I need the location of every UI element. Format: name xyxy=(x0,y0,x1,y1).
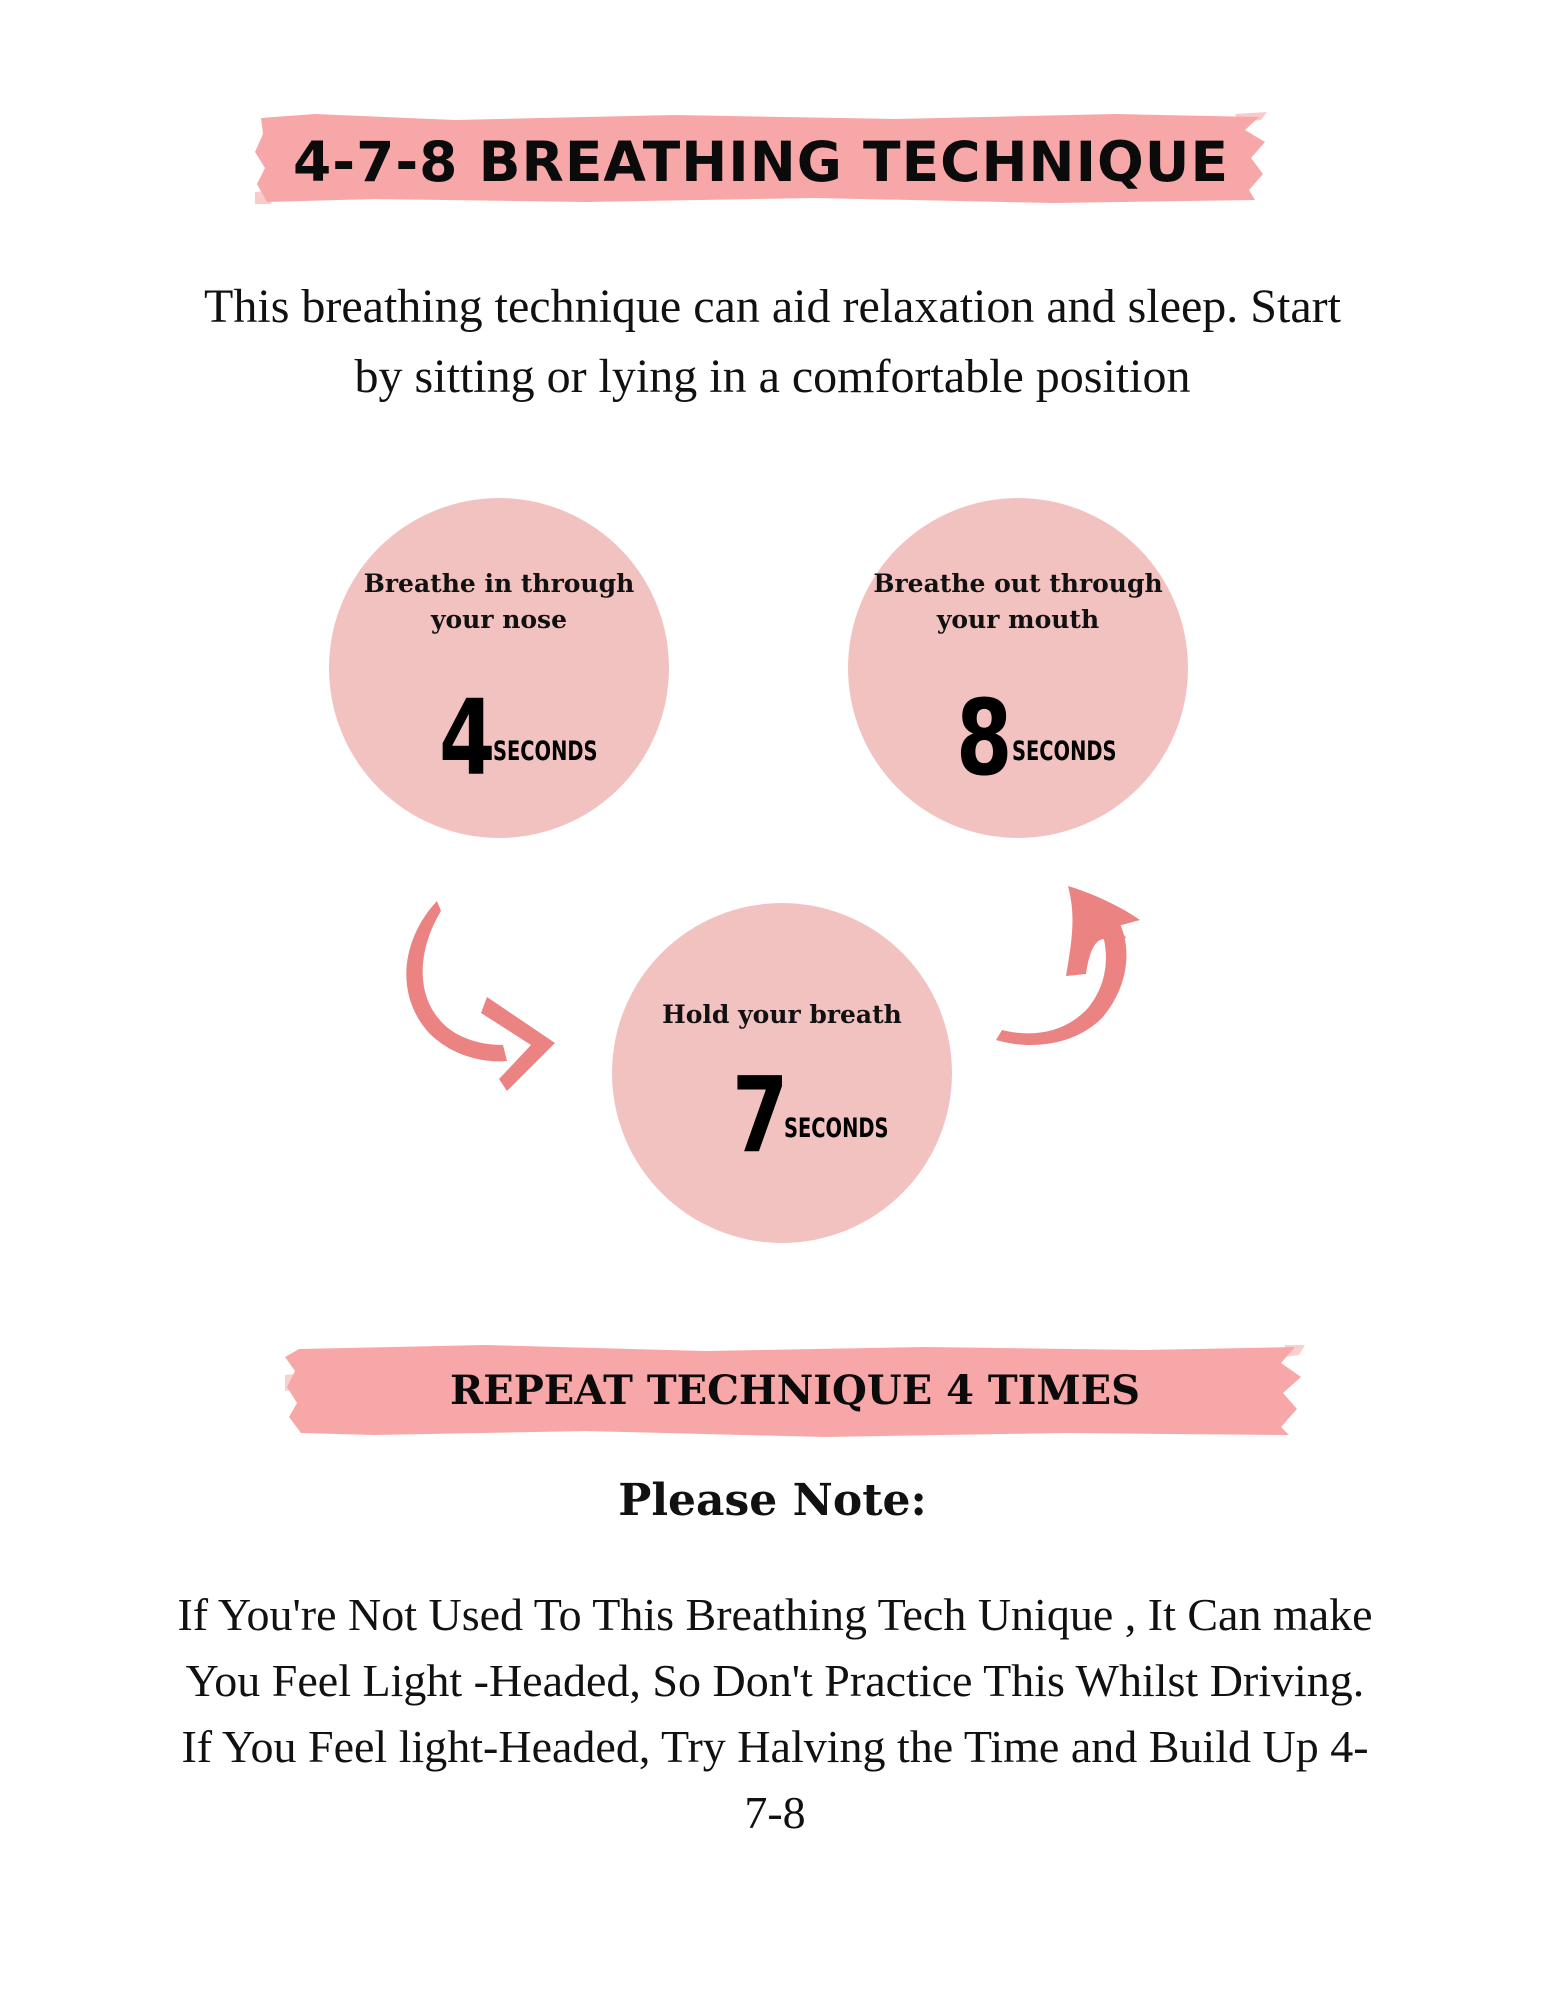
step-exhale-circle xyxy=(848,498,1188,838)
note-body: If You're Not Used To This Breathing Tech Unique , It Can make You Feel Light -Headed, So Don't Practice This Whilst Driving. If You Feel light-Headed, Try Halving the Time and Build Up 4-7-8 xyxy=(177,1589,1373,1838)
step-exhale-number: 8 xyxy=(956,677,1013,799)
step-hold-circle xyxy=(612,903,952,1243)
step-exhale-label: Breathe out through your mouth xyxy=(873,569,1163,634)
step-inhale-label: Breathe in through your nose xyxy=(363,569,635,634)
repeat-banner xyxy=(285,1345,1305,1437)
step-hold-unit: SECONDS xyxy=(784,1113,889,1144)
step-inhale-circle xyxy=(329,498,669,838)
step-inhale-number: 4 xyxy=(439,677,496,799)
curved-arrow-up-icon xyxy=(990,880,1150,1080)
repeat-instruction: REPEAT TECHNIQUE 4 TIMES xyxy=(449,1367,1141,1414)
step-inhale-unit: SECONDS xyxy=(493,736,598,767)
intro-paragraph: This breathing technique can aid relaxation and sleep. Start by sitting or lying in a comfortable position xyxy=(204,280,1341,403)
curved-arrow-down-right-icon xyxy=(395,895,565,1095)
step-hold-label: Hold your breath xyxy=(662,1000,902,1029)
note-heading: Please Note: xyxy=(618,1475,927,1526)
title-banner xyxy=(255,112,1267,204)
step-hold-number: 7 xyxy=(732,1054,789,1176)
page-title: 4-7-8 BREATHING TECHNIQUE xyxy=(292,130,1230,194)
step-exhale-unit: SECONDS xyxy=(1012,736,1117,767)
